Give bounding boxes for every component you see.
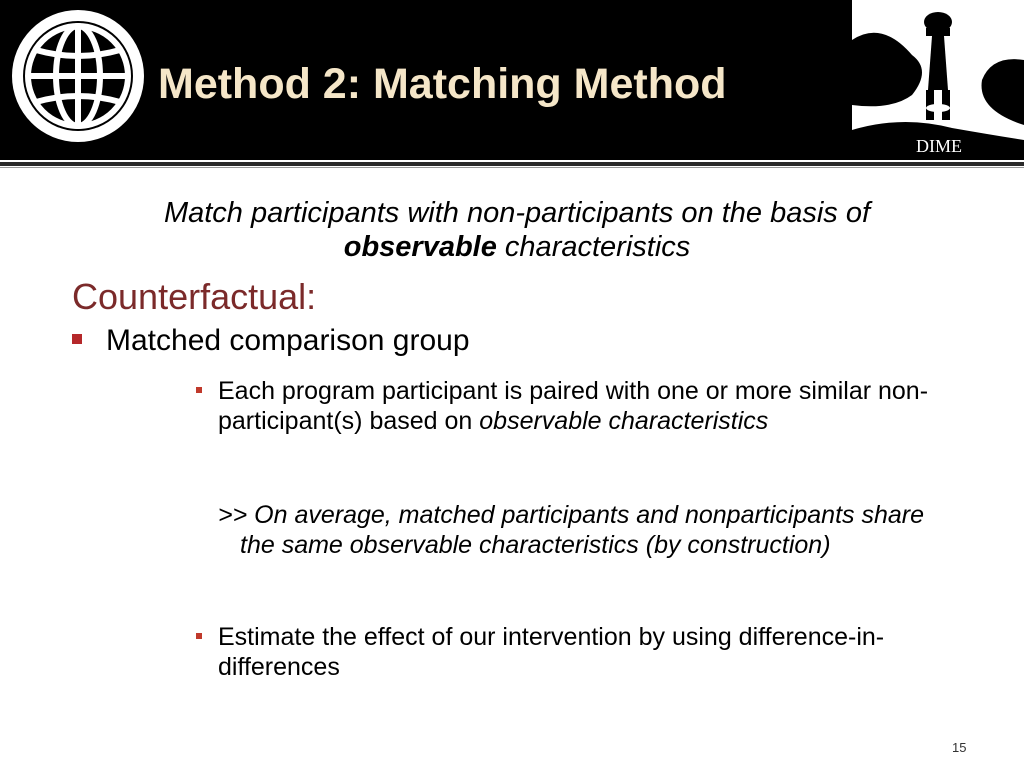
subtitle-line1: Match participants with non-participants on the basis of bbox=[163, 197, 871, 229]
globe-logo-icon bbox=[8, 6, 148, 146]
small-bullet-icon bbox=[196, 387, 202, 393]
header-divider-thin bbox=[0, 167, 1024, 168]
bullet-item-2 bbox=[196, 622, 956, 682]
square-bullet-icon bbox=[72, 334, 82, 344]
slide-title: Method 2: Matching Method bbox=[158, 60, 727, 108]
bullet1-text: Each program participant is paired with one or more similar non-participant(s) based on bbox=[218, 377, 929, 435]
subtitle-bold: observable bbox=[343, 231, 497, 263]
slide-subtitle bbox=[60, 196, 974, 264]
level1-text: Matched comparison group bbox=[106, 324, 470, 357]
bullet1-italic: observable characteristics bbox=[479, 407, 769, 435]
level1-item bbox=[72, 324, 470, 358]
counterfactual-heading: Counterfactual: bbox=[72, 276, 317, 317]
subtitle-rest: characteristics bbox=[496, 231, 691, 263]
note-text: >> On average, matched participants and nonparticipants share the same observable characteristics (by construction) bbox=[218, 501, 924, 559]
bullet-item-1 bbox=[196, 376, 956, 436]
note-item bbox=[196, 500, 956, 560]
header-divider bbox=[0, 162, 1024, 166]
dime-label: DIME bbox=[916, 136, 962, 156]
small-bullet-icon bbox=[196, 633, 202, 639]
page-number: 15 bbox=[952, 740, 967, 755]
bullet2-text: Estimate the effect of our intervention by using difference-in-differences bbox=[218, 623, 885, 681]
header-bar bbox=[0, 0, 1024, 160]
